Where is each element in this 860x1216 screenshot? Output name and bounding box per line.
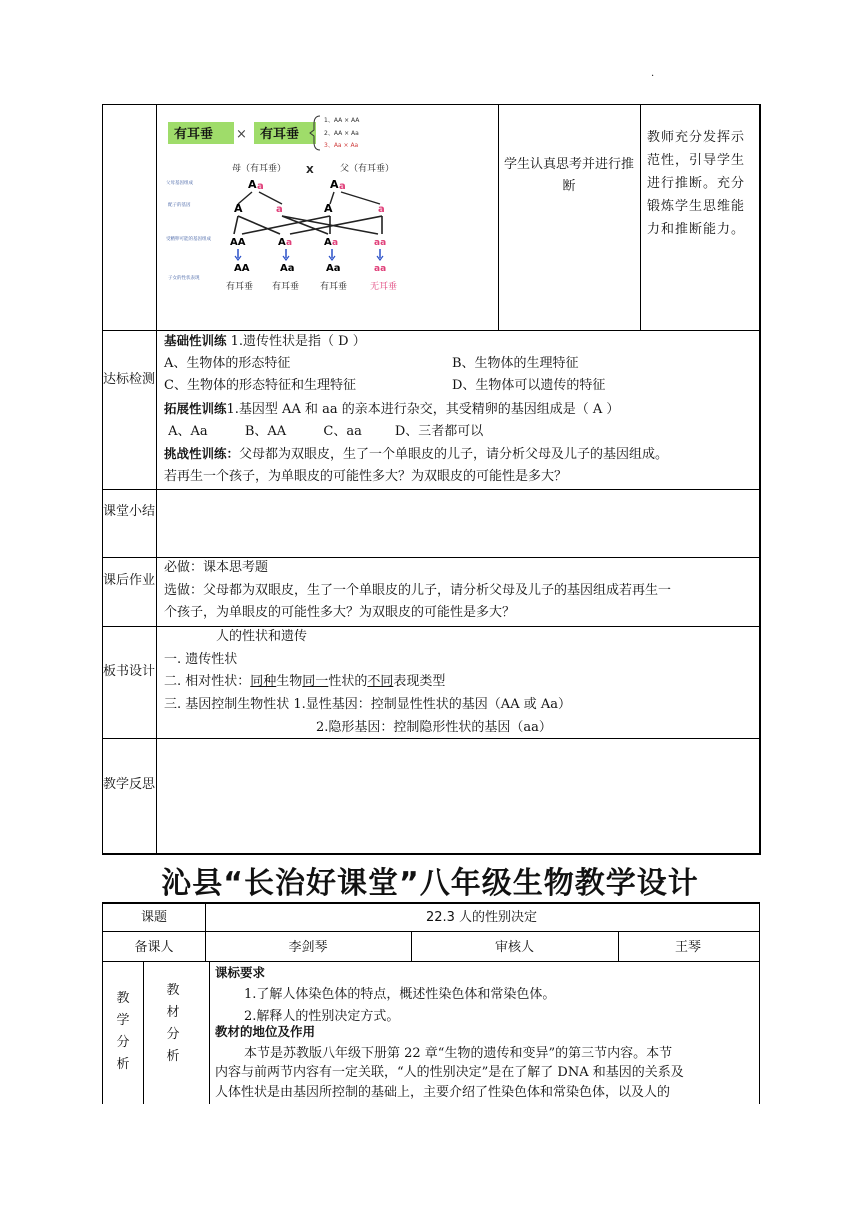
extended-training-q: 拓展性训练1.基因型 AA 和 aa 的亲本进行杂交，其受精卵的基因组成是（ A ）	[164, 401, 620, 417]
homework-required: 必做：课本思考题	[164, 560, 269, 575]
svg-text:a: a	[332, 238, 339, 248]
option-c: C、生物体的形态特征和生理特征	[164, 378, 356, 393]
student-activity: 学生认真思考并进行推断	[504, 157, 635, 194]
extended-options: A、Aa B、AA C、aa D、三者都可以	[164, 424, 484, 439]
diagram-father: 父（有耳垂）	[340, 164, 395, 174]
board-line-2: 二. 相对性状：同种生物同一性状的不同表现类型	[164, 674, 446, 689]
svg-text:a: a	[276, 204, 283, 215]
option-d: D、生物体可以遗传的特征	[452, 378, 606, 393]
diagram-side-label-3: 受精卵可能的基因组成	[166, 237, 211, 242]
diagram-option-2: 2、AA × Aa	[324, 130, 359, 137]
teacher-intent: 教师充分发挥示范性，引导学生进行推断。充分锻炼学生思维能力和推断能力。	[647, 130, 746, 237]
textbook-analysis-label: 教材分析	[166, 983, 180, 1064]
svg-text:a: a	[339, 181, 346, 192]
svg-text:A: A	[248, 178, 257, 191]
standards-point-2: 2.解释人的性别决定方式。	[244, 1009, 400, 1024]
preparer-label: 备课人	[134, 940, 174, 955]
option-a: A、生物体的形态特征	[164, 356, 291, 371]
row-label-summary: 课堂小结	[103, 504, 156, 519]
row-label-assessment: 达标检测	[103, 372, 156, 387]
diagram-side-label-4: 子女的性状表现	[168, 276, 200, 281]
svg-text:A: A	[234, 202, 243, 215]
diagram-top-left: 有耳垂	[174, 127, 214, 142]
option-b: B、生物体的生理特征	[452, 356, 579, 371]
header-dot: .	[651, 68, 655, 79]
svg-text:a: a	[378, 204, 385, 215]
diagram-trait-2: 有耳垂	[272, 282, 300, 292]
svg-text:a: a	[286, 238, 293, 248]
reviewer-label: 审核人	[494, 940, 534, 955]
board-line-3: 三. 基因控制生物性状 1.显性基因：控制显性性状的基因（AA 或 Aa）	[164, 697, 571, 712]
homework-optional: 选做：父母都为双眼皮，生了一个单眼皮的儿子，请分析父母及儿子的基因组成若再生一	[164, 583, 672, 598]
diagram-trait-4: 无耳垂	[370, 282, 398, 292]
diagram-x: X	[306, 165, 314, 176]
svg-text:A: A	[278, 237, 286, 248]
role-para-3: 人体性状是由基因所控制的基础上，主要介绍了性染色体和常染色体，以及人的	[215, 1085, 671, 1100]
reviewer-value: 王琴	[674, 940, 701, 955]
svg-text:Aa: Aa	[280, 263, 295, 274]
svg-text:AA: AA	[234, 263, 250, 274]
diagram-side-label-2: 配子的基因	[168, 203, 191, 208]
topic-label: 课题	[140, 910, 167, 925]
diagram-trait-3: 有耳垂	[320, 282, 348, 292]
role-para-2: 内容与前两节内容有一定关联，“人的性别决定”是在了解了 DNA 和基因的关系及	[215, 1065, 684, 1080]
diagram-top-right: 有耳垂	[260, 127, 300, 142]
document-title: 沁县“长治好课堂”八年级生物教学设计	[161, 866, 699, 901]
topic-value: 22.3 人的性别决定	[425, 910, 538, 925]
svg-text:A: A	[324, 237, 332, 248]
diagram-cross: ×	[236, 127, 247, 142]
standards-heading: 课标要求	[215, 965, 266, 980]
board-line-1: 一. 遗传性状	[164, 652, 238, 667]
preparer-value: 李剑琴	[288, 940, 328, 955]
teaching-analysis-label: 教学分析	[116, 991, 130, 1072]
diagram-option-1: 1、AA × AA	[324, 117, 360, 124]
svg-text:aa: aa	[374, 264, 387, 274]
board-title: 人的性状和遗传	[216, 629, 308, 644]
row-label-reflection: 教学反思	[103, 777, 156, 792]
basic-training-q: 基础性训练 1.遗传性状是指（ D ）	[164, 333, 366, 349]
standards-point-1: 1.了解人体染色体的特点，概述性染色体和常染色体。	[244, 987, 556, 1002]
svg-text:a: a	[257, 181, 264, 192]
challenge-training-q: 挑战性训练：父母都为双眼皮，生了一个单眼皮的儿子，请分析父母及儿子的基因组成。	[164, 446, 669, 462]
homework-optional-2: 个孩子，为单眼皮的可能性多大？为双眼皮的可能性是多大？	[164, 605, 516, 620]
svg-text:Aa: Aa	[326, 263, 341, 274]
challenge-training-q2: 若再生一个孩子，为单眼皮的可能性多大？为双眼皮的可能性是多大？	[164, 469, 568, 484]
svg-text:A: A	[330, 178, 339, 191]
svg-text:aa: aa	[374, 238, 387, 248]
board-line-4: 2.隐形基因：控制隐形性状的基因（aa）	[316, 720, 552, 735]
diagram-side-label-1: 父母基因组成	[166, 181, 193, 186]
svg-text:AA: AA	[230, 237, 246, 248]
diagram-option-3: 3、Aa × Aa	[324, 142, 359, 149]
svg-text:A: A	[324, 202, 333, 215]
row-label-homework: 课后作业	[103, 573, 156, 588]
role-para-1: 本节是苏教版八年级下册第 22 章“生物的遗传和变异”的第三节内容。本节	[244, 1046, 673, 1061]
diagram-trait-1: 有耳垂	[226, 282, 254, 292]
diagram-mother: 母（有耳垂）	[232, 164, 287, 174]
role-heading: 教材的地位及作用	[215, 1024, 316, 1039]
earlobe-genetics-diagram	[160, 108, 415, 298]
row-label-board: 板书设计	[103, 664, 156, 679]
